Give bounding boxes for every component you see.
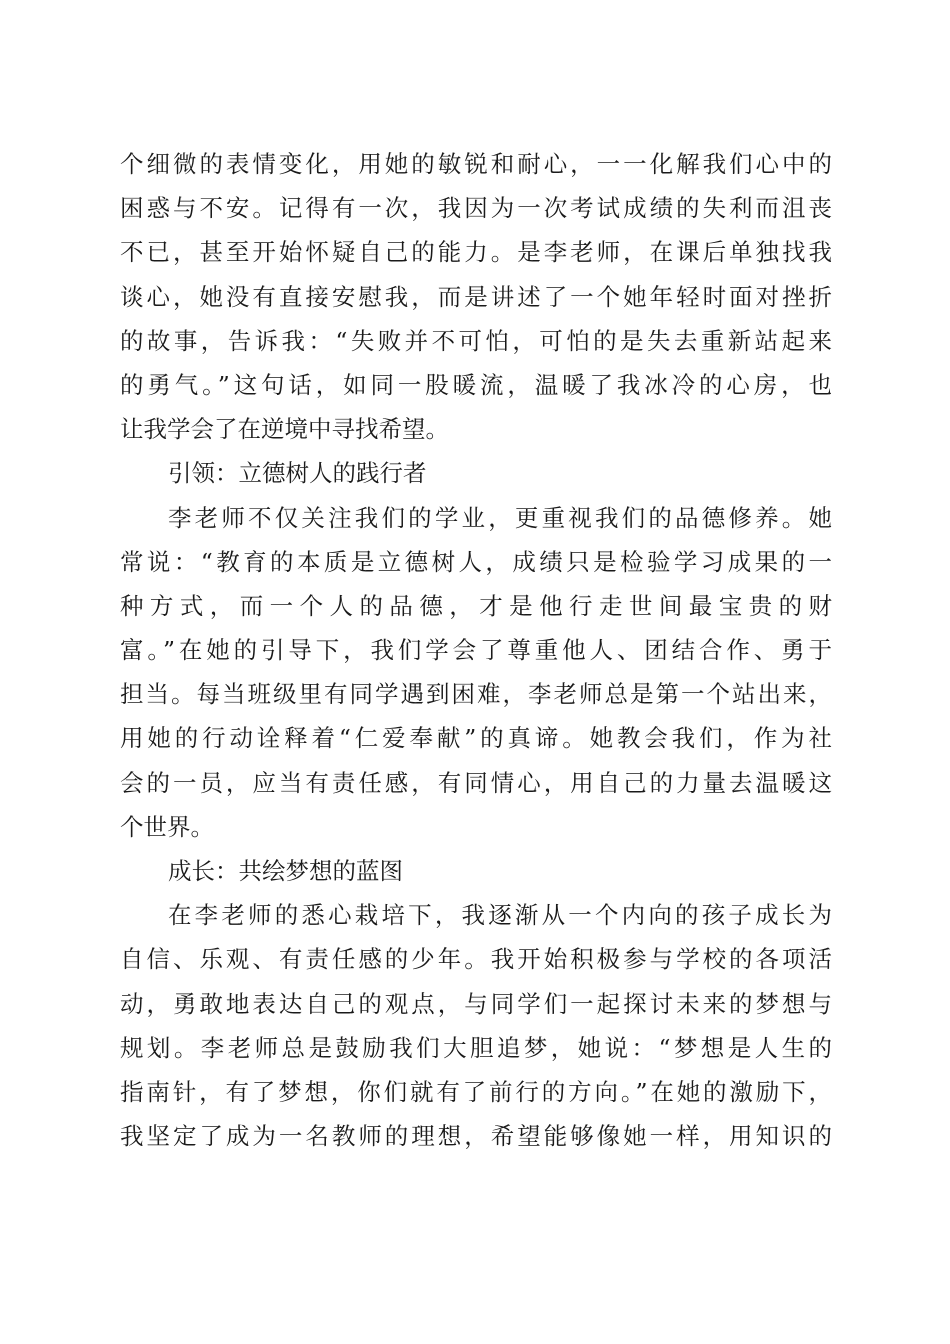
paragraph-line: 指南针，有了梦想，你们就有了前行的方向。”在她的激励下， (120, 1077, 832, 1106)
paragraph-line: 谈心，她没有直接安慰我，而是讲述了一个她年轻时面对挫折 (120, 282, 832, 311)
paragraph-line: 在李老师的悉心栽培下，我逐渐从一个内向的孩子成长为 (168, 901, 832, 930)
paragraph-line: 我坚定了成为一名教师的理想，希望能够像她一样，用知识的 (120, 1122, 832, 1151)
paragraph-line: 个细微的表情变化，用她的敏锐和耐心，一一化解我们心中的 (120, 150, 832, 178)
paragraph-line: 个世界。 (120, 812, 214, 841)
document-page (120, 142, 832, 1158)
paragraph-line: 自信、乐观、有责任感的少年。我开始积极参与学校的各项活 (120, 945, 832, 974)
paragraph-line: 常说：“教育的本质是立德树人，成绩只是检验学习成果的一 (120, 547, 832, 576)
section-heading-yinling: 引领：立德树人的践行者 (168, 459, 427, 488)
paragraph-line: 李老师不仅关注我们的学业，更重视我们的品德修养。她 (168, 503, 832, 532)
paragraph-line: 困惑与不安。记得有一次，我因为一次考试成绩的失利而沮丧 (120, 194, 832, 223)
paragraph-line: 让我学会了在逆境中寻找希望。 (120, 415, 449, 444)
paragraph-line: 会的一员，应当有责任感，有同情心，用自己的力量去温暖这 (120, 768, 832, 797)
paragraph-line: 动，勇敢地表达自己的观点，与同学们一起探讨未来的梦想与 (120, 989, 832, 1018)
paragraph-line: 规划。李老师总是鼓励我们大胆追梦，她说：“梦想是人生的 (120, 1033, 832, 1062)
paragraph-line: 用她的行动诠释着“仁爱奉献”的真谛。她教会我们，作为社 (120, 724, 832, 753)
paragraph-line: 不已，甚至开始怀疑自己的能力。是李老师，在课后单独找我 (120, 238, 832, 267)
section-heading-chengzhang: 成长：共绘梦想的蓝图 (168, 857, 403, 885)
paragraph-line: 担当。每当班级里有同学遇到困难，李老师总是第一个站出来， (120, 680, 832, 709)
paragraph-line: 富。”在她的引导下，我们学会了尊重他人、团结合作、勇于 (120, 636, 832, 665)
paragraph-line: 的故事，告诉我：“失败并不可怕，可怕的是失去重新站起来 (120, 326, 832, 355)
paragraph-line: 种方式，而一个人的品德，才是他行走世间最宝贵的财 (120, 591, 832, 620)
paragraph-line: 的勇气。”这句话，如同一股暖流，温暖了我冰冷的心房，也 (120, 370, 832, 399)
